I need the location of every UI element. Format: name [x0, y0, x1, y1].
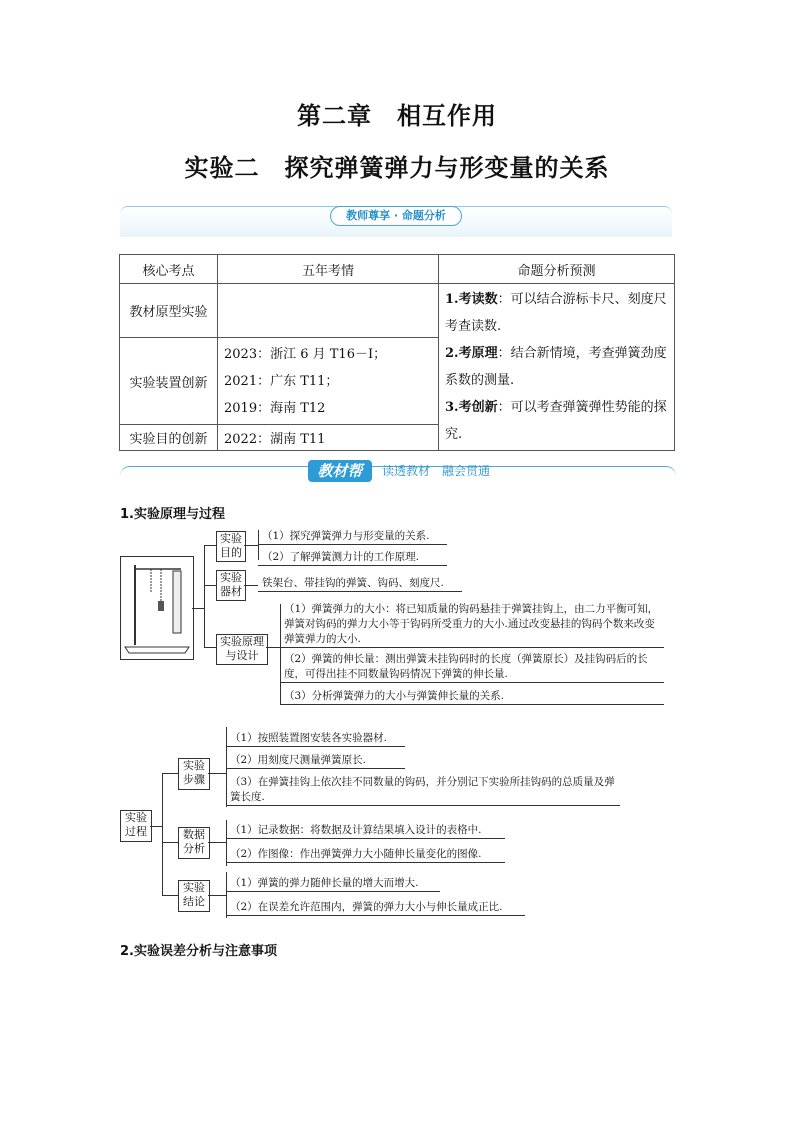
iron-stand-icon	[121, 557, 193, 659]
section-banner-tag: 教材帮	[308, 460, 372, 482]
core-point-2: 实验装置创新	[120, 338, 218, 425]
conclusion-box: 实验 结论	[178, 880, 210, 912]
chapter-title: 第二章 相互作用	[297, 102, 497, 130]
header-prediction: 命题分析预测	[439, 255, 675, 284]
conclusion-item-1: （1）弹簧的弹力随伸长量的增大而增大.	[226, 876, 440, 892]
steps-item-1: （1）按照装置图安装各实验器材.	[226, 731, 405, 747]
history-2: 2023：浙江 6 月 T16－Ⅰ； 2021：广东 T11； 2019：海南 T12	[218, 338, 439, 425]
purpose-item-1: （1）探究弹簧弹力与形变量的关系.	[258, 529, 447, 545]
core-point-3: 实验目的创新	[120, 424, 218, 450]
principle-item-3: （3）分析弹簧弹力的大小与弹簧伸长量的关系.	[280, 689, 664, 705]
section-banner-subtitle: 读透教材 融会贯通	[382, 464, 491, 478]
exam-analysis-table	[119, 254, 675, 451]
principle-item-1: （1）弹簧弹力的大小：将已知质量的钩码悬挂于弹簧挂钩上，由二力平衡可知，弹簧对钩码的弹力大小等于钩码所受重力的大小.通过改变悬挂的钩码个数来改变弹簧弹力的大小.	[280, 602, 664, 648]
header-core-point: 核心考点	[120, 255, 218, 284]
section2-heading: 2.实验误差分析与注意事项	[120, 944, 277, 959]
purpose-item-2: （2）了解弹簧测力计的工作原理.	[258, 550, 447, 566]
conclusion-item-2: （2）在误差允许范围内，弹簧的弹力大小与伸长量成正比.	[226, 900, 525, 916]
header-history: 五年考情	[218, 255, 439, 284]
process-root-box: 实验 过程	[120, 810, 152, 842]
history-3: 2022：湖南 T11	[218, 424, 439, 450]
steps-box: 实验 步骤	[178, 758, 210, 790]
analysis-item-1: （1）记录数据：将数据及计算结果填入设计的表格中.	[226, 823, 505, 839]
prediction-cell: 1.考读数：可以结合游标卡尺、刻度尺考查读数. 2.考原理：结合新情境，考查弹簧劲度系数的测量. 3.考创新：可以考查弹簧弹性势能的探究.	[439, 284, 675, 451]
analysis-box: 数据 分析	[178, 827, 210, 859]
history-1	[218, 284, 439, 338]
teacher-banner-label: 教师尊享 · 命题分析	[330, 206, 462, 226]
core-point-1: 教材原型实验	[120, 284, 218, 338]
experiment-title: 实验二 探究弹簧弹力与形变量的关系	[184, 154, 610, 182]
equipment-item: 铁架台、带挂钩的弹簧、钩码、刻度尺.	[258, 576, 462, 592]
steps-item-2: （2）用刻度尺测量弹簧原长.	[226, 753, 405, 769]
principle-item-2: （2）弹簧的伸长量：测出弹簧未挂钩码时的长度（弹簧原长）及挂钩码后的长度，可得出挂不同数量钩码情况下弹簧的伸长量.	[280, 652, 664, 683]
steps-item-3: （3）在弹簧挂钩上依次挂不同数量的钩码，并分别记下实验所挂钩码的总质量及弹簧长度.	[226, 775, 620, 806]
equipment-box: 实验 器材	[216, 570, 246, 601]
principle-box: 实验原理 与设计	[216, 634, 268, 665]
analysis-item-2: （2）作图像：作出弹簧弹力大小随伸长量变化的图像.	[226, 847, 505, 863]
apparatus-figure	[120, 556, 194, 660]
section1-heading: 1.实验原理与过程	[120, 507, 225, 522]
purpose-box: 实验 目的	[216, 531, 246, 562]
